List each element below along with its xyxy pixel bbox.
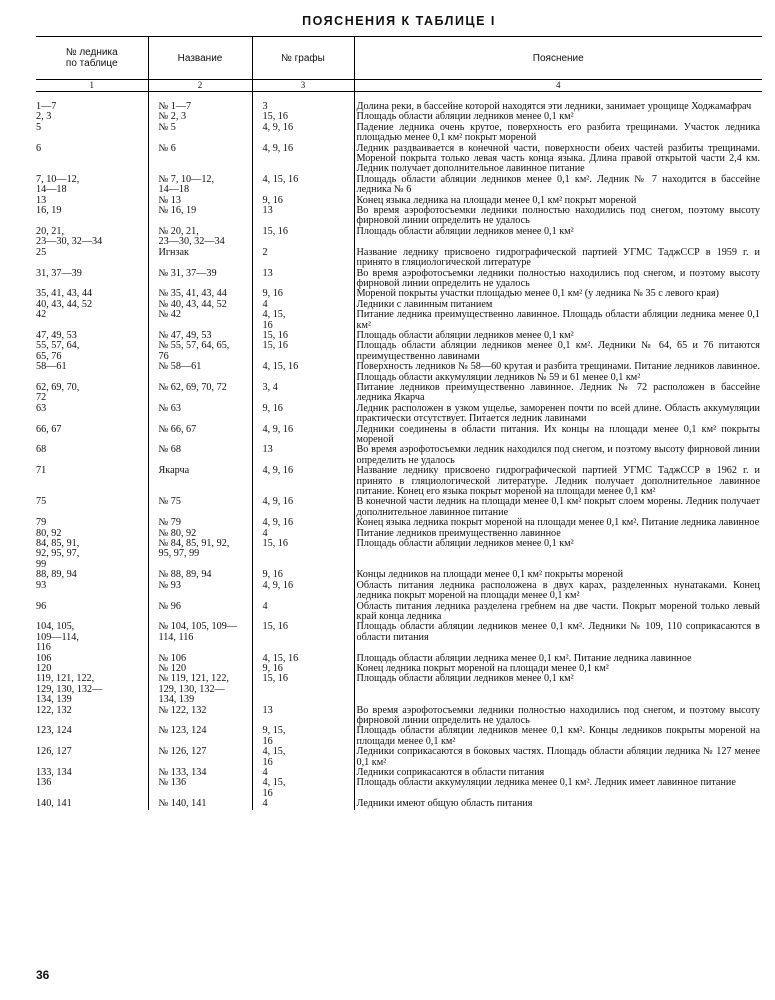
name-cell: № 133, 134 № 136 — [148, 768, 252, 799]
glacier-number-cell: 7, 10—12, 14—18 13 16, 19 — [36, 173, 80, 217]
column-number-cell: 13 — [252, 269, 354, 290]
glacier-number-cell: 133, 134 136 — [36, 767, 72, 789]
table-row — [36, 497, 762, 518]
column-number-cell: 9, 15, 16 — [252, 726, 354, 747]
table-row — [36, 799, 762, 809]
column-number-cell: 4, 15, 16 9, 16 13 — [252, 175, 354, 227]
column-number-cell: 4, 15, 16 — [252, 747, 354, 768]
name-cell: № 6 — [148, 144, 252, 175]
table-row — [36, 445, 762, 466]
name-cell: № 66, 67 — [148, 425, 252, 446]
name-cell: № 120 № 119, 121, 122, 129, 130, 132— 134, 139 № 122, 132 — [148, 664, 252, 726]
name-cell: № 40, 43, 44, 52 № 42 № 47, 49, 53 № 55, 57, 64, 65, 76 № 58—61 — [148, 300, 252, 383]
explanation-cell: Долина реки, в бассейне которой находятся эти ледники, занимает урощище Ходжамафрач — [354, 102, 762, 112]
name-cell: № 80, 92 № 84, 85, 91, 92, 95, 97, 99 № 88, 89, 94 № 93 — [148, 529, 252, 602]
explanation-cell: Площадь области абляции ледников менее 0,1 км² Название леднику присвоено гидрографической партией УГМС ТаджССР в 1959 г. и принято в гляциологической литературе — [354, 227, 762, 269]
name-cell: № 31, 37—39 — [148, 269, 252, 290]
col-number-1: 1 — [36, 80, 148, 92]
name-cell: № 68 — [148, 445, 252, 466]
name-cell: № 96 — [148, 602, 252, 623]
header-explanation: Пояснение — [354, 37, 762, 80]
table-row — [36, 112, 762, 143]
glacier-number-cell: 68 — [36, 444, 47, 456]
table-row — [36, 269, 762, 290]
col-number-4: 4 — [354, 80, 762, 92]
table-row — [36, 227, 762, 269]
glacier-number-cell: 40, 43, 44, 52 42 47, 49, 53 55, 57, 64, 65, 76 58—61 — [36, 298, 93, 373]
name-cell: № 123, 124 — [148, 726, 252, 747]
glacier-number-cell: 123, 124 — [36, 725, 72, 737]
table-row — [36, 466, 762, 497]
name-cell: № 126, 127 — [148, 747, 252, 768]
page-title: ПОЯСНЕНИЯ К ТАБЛИЦЕ I — [302, 14, 496, 28]
glacier-number-cell: 140, 141 — [36, 798, 72, 810]
column-number-cell: 3, 4 9, 16 — [252, 383, 354, 425]
glacier-number-cell: 6 — [36, 142, 42, 154]
table-body — [36, 92, 762, 810]
column-number-cell: 4, 9, 16 — [252, 497, 354, 518]
table-row — [36, 144, 762, 175]
column-number-cell: 4 4, 15, 16 — [252, 768, 354, 799]
name-cell: № 35, 41, 43, 44 — [148, 289, 252, 299]
column-number-cell: 15, 16 2 — [252, 227, 354, 269]
glacier-number-cell: 66, 67 — [36, 423, 62, 435]
table-row — [36, 726, 762, 747]
glacier-number-cell: 104, 105, 109—114, 116 106 — [36, 621, 79, 664]
column-number-cell: 4, 9, 16 — [252, 518, 354, 528]
column-number-cell: 15, 16 4, 9, 16 — [252, 112, 354, 143]
name-cell: № 2, 3 № 5 — [148, 112, 252, 143]
explanation-cell: Ледники соединены в области питания. Их концы на площади менее 0,1 км² покрыты мореной — [354, 425, 762, 446]
explanation-cell: Ледники имеют общую область питания — [354, 799, 762, 809]
explanation-cell: Область питания ледника разделена гребнем на две части. Покрыт мореной только левый край конца ледника — [354, 602, 762, 623]
explanation-cell: Питание ледников преимущественно лавинное. Ледник № 72 расположен в бассейне ледника Якарча Ледник расположен в узком ущелье, заморенен почти по всей длине. Область аккумуляции практически отсутствует. Питается ледник лавинами — [354, 383, 762, 425]
explanation-cell: Площадь области абляции ледников менее 0,1 км². Ледники № 109, 110 соприкасаются в области питания Площадь области абляции ледника менее 0,1 км². Питание ледника лавинное — [354, 622, 762, 664]
column-number-cell: 4 — [252, 602, 354, 623]
glacier-number-cell: 75 — [36, 496, 47, 508]
explanation-cell: Площадь области абляции ледников менее 0,1 км². Ледник № 7 находится в бассейне ледника № 6 Конец языка ледника на площади менее 0,1 км² покрыт мореной Во время аэрофотосъемки ледники полностью находились под снегом, поэтому высоту фирновой линии определить не удалось — [354, 175, 762, 227]
explanation-cell: Ледники соприкасаются в области питания Площадь области аккумуляции ледника менее 0,1 км². Ледник имеет лавинное питание — [354, 768, 762, 799]
table-row — [36, 602, 762, 623]
col-number-2: 2 — [148, 80, 252, 92]
name-cell: № 7, 10—12, 14—18 № 13 № 16, 19 — [148, 175, 252, 227]
document-page — [36, 0, 762, 810]
table-row — [36, 664, 762, 726]
explanation-cell: Мореной покрыты участки площадью менее 0,1 км² (у ледника № 35 с левого края) — [354, 289, 762, 299]
column-number-cell: 13 — [252, 445, 354, 466]
table-row — [36, 300, 762, 383]
column-number-cell: 4 15, 16 9, 16 4, 9, 16 — [252, 529, 354, 602]
glacier-number-cell: 20, 21, 23—30, 32—34 25 — [36, 225, 103, 258]
column-number-cell: 3 — [252, 102, 354, 112]
column-number-row — [36, 80, 762, 92]
explanation-cell: Во время аэрофотосъемки ледник находился под снегом, и поэтому высоту фирновой линии определить не удалось — [354, 445, 762, 466]
explanation-cell: Название леднику присвоено гидрографической партией УГМС ТаджССР в 1962 г. и принято в гляциологической литературе. Ледник получает дополнительное лавинное питание. Конец его языка покрыт мореной на площади менее 0,1 км² — [354, 466, 762, 497]
column-number-cell: 9, 16 — [252, 289, 354, 299]
name-cell: № 140, 141 — [148, 799, 252, 809]
explanation-cell: Площадь области абляции ледников менее 0,1 км² Падение ледника очень крутое, поверхность его разбита трещинами. Участок ледника площадью менее 0,1 км² покрыт мореной — [354, 112, 762, 143]
explanation-cell: Ледники с лавинным питанием Питание ледника преимущественно лавинное. Площадь области абляции ледника менее 0,1 км² Площадь области абляции ледников менее 0,1 км² Площадь области абляции ледников менее 0,1 км². Ледники № 64, 65 и 76 питаются преимущественно лавинами Поверхность ледников № 58—60 крутая и разбита трещинами. Питание ледников лавинное. Площадь области аккумуляции ледников № 59 и 61 менее 0,1 км² — [354, 300, 762, 383]
column-number-cell: 4, 9, 16 — [252, 466, 354, 497]
explanation-cell: В конечной части ледник на площади менее 0,1 км² покрыт слоем морены. Ледник получает дополнительное лавинное питание — [354, 497, 762, 518]
name-cell: № 104, 105, 109— 114, 116 № 106 — [148, 622, 252, 664]
explanation-cell: Питание ледников преимущественно лавинное Площадь области абляции ледников менее 0,1 км² Концы ледников на площади менее 0,1 км² покрыты мореной Область питания ледника расположена в двух карах, разделенных нунатаками. Конец ледника покрыт мореной на площади менее 0,1 км² — [354, 529, 762, 602]
glacier-number-cell: 31, 37—39 — [36, 267, 82, 279]
column-number-cell: 4 4, 15, 16 15, 16 15, 16 4, 15, 16 — [252, 300, 354, 383]
name-cell: № 75 — [148, 497, 252, 518]
glacier-number-cell: 71 — [36, 465, 47, 477]
col-number-3: 3 — [252, 80, 354, 92]
column-number-cell: 15, 16 4, 15, 16 — [252, 622, 354, 664]
table-header-row — [36, 37, 762, 80]
explanation-cell: Конец ледника покрыт мореной на площади менее 0,1 км² Площадь области абляции ледников менее 0,1 км² Во время аэрофотосъемки ледники полностью находились под снегом, и поэтому высоту фирновой линии определить не удалось — [354, 664, 762, 726]
page-number: 36 — [36, 968, 50, 982]
glacier-number-cell: 120 119, 121, 122, 129, 130, 132— 134, 139 122, 132 — [36, 662, 103, 716]
explanation-cell: Площадь области абляции ледников менее 0,1 км². Концы ледников покрыты мореной на площади менее 0,1 км² — [354, 726, 762, 747]
table-row — [36, 622, 762, 664]
name-cell: № 79 — [148, 518, 252, 528]
glacier-number-cell: 2, 3 5 — [36, 111, 52, 133]
glacier-number-cell: 80, 92 84, 85, 91, 92, 95, 97, 99 88, 89, 94 93 — [36, 527, 80, 591]
name-cell: № 62, 69, 70, 72 № 63 — [148, 383, 252, 425]
header-glacier-number: № ледника по таблице — [36, 37, 148, 80]
name-cell: № 1—7 — [148, 102, 252, 112]
column-number-cell: 4 — [252, 799, 354, 809]
table-row — [36, 768, 762, 799]
glacier-number-cell: 126, 127 — [36, 746, 72, 758]
header-name: Название — [148, 37, 252, 80]
glacier-number-cell: 62, 69, 70, 72 63 — [36, 381, 80, 414]
table-row — [36, 747, 762, 768]
explanation-cell: Во время аэрофотосъемки ледники полностью находились под снегом, и поэтому высоту фирновой линии определить не удалось — [354, 269, 762, 290]
header-column-number: № графы — [252, 37, 354, 80]
column-number-cell: 4, 9, 16 — [252, 144, 354, 175]
table-row — [36, 175, 762, 227]
explanation-cell: Ледники соприкасаются в боковых частях. Площадь области абляции ледника № 127 менее 0,1 км² — [354, 747, 762, 768]
name-cell: № 20, 21, 23—30, 32—34 Игнзак — [148, 227, 252, 269]
glacier-number-cell: 79 — [36, 517, 47, 529]
table-row — [36, 383, 762, 425]
table-row — [36, 425, 762, 446]
name-cell: Якарча — [148, 466, 252, 497]
explanation-cell: Конец языка ледника покрыт мореной на площади менее 0,1 км². Питание ледника лавинное — [354, 518, 762, 528]
glacier-number-cell: 1—7 — [36, 101, 57, 112]
column-number-cell: 9, 16 15, 16 13 — [252, 664, 354, 726]
explanation-cell: Ледник раздваивается в конечной части, поверхности обеих частей разбиты трещинами. Мореной покрыта только левая часть конца языка. Длина правой открытой части 2,4 км. Ледник получает дополнительное лавинное питание — [354, 144, 762, 175]
table-row — [36, 529, 762, 602]
column-number-cell: 4, 9, 16 — [252, 425, 354, 446]
glacier-number-cell: 35, 41, 43, 44 — [36, 288, 93, 300]
explanations-table — [36, 36, 762, 810]
glacier-number-cell: 96 — [36, 600, 47, 612]
